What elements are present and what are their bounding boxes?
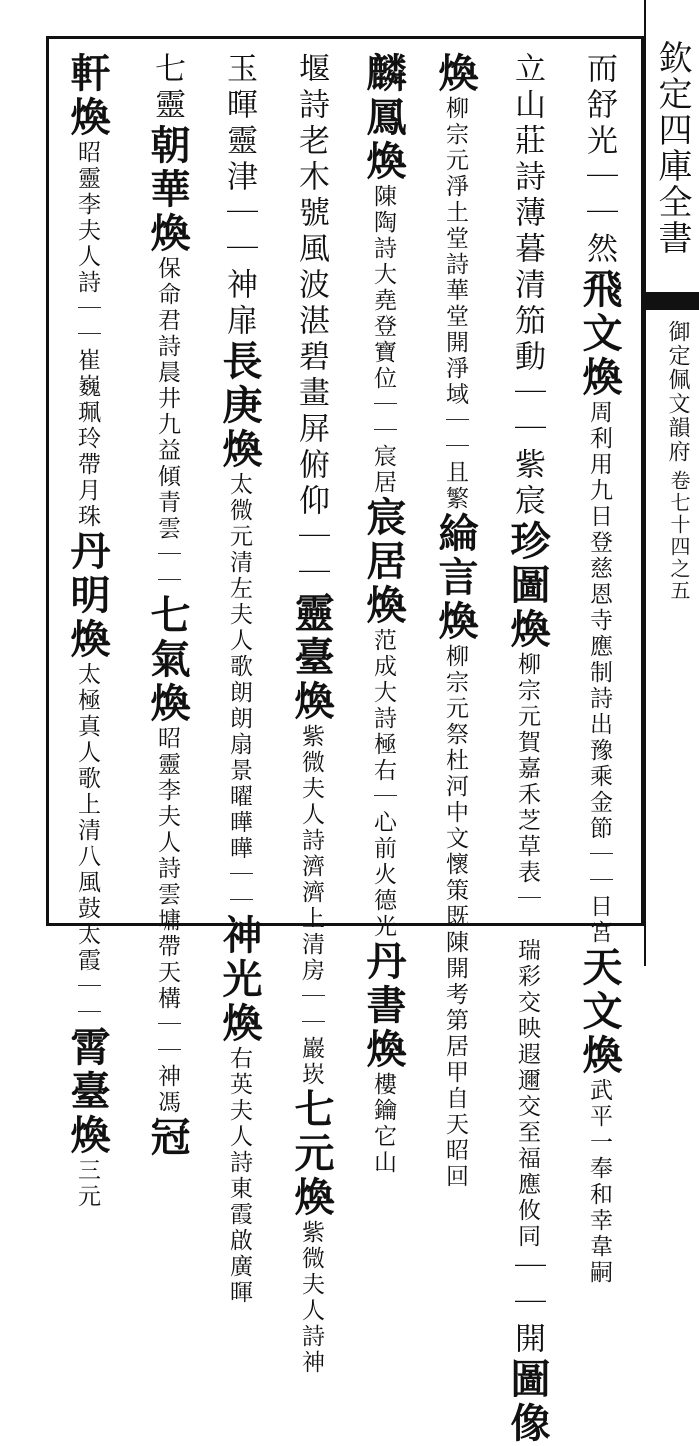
entry-text: 陳陶詩大堯登寶位｜｜宸居 [370, 184, 396, 496]
entry-text: 保命君詩晨井九益傾青雲｜｜ [154, 256, 180, 594]
entry-text: 紫微夫人詩濟濟上清房｜｜巖崁 [298, 724, 324, 1088]
text-column-5 [286, 52, 336, 1376]
entry-headword: 軒煥 [64, 52, 111, 140]
entry-headword: 飛文煥 [576, 268, 623, 400]
entry-headword: 宸居煥 [360, 496, 407, 628]
text-column-8 [62, 52, 112, 1210]
text-column-2 [502, 52, 552, 1446]
entry-text: 柳宗元賀嘉禾芝草表｜｜瑞彩交映遐邇交至福應攸同 [514, 652, 540, 1250]
text-column-7 [142, 52, 192, 1160]
entry-headword: 丹書煥 [360, 940, 407, 1072]
collection-title: 欽定四庫全書 [652, 40, 692, 256]
entry-headword: 天文煥 [576, 946, 623, 1078]
entry-text: 右英夫人詩東霞啟廣暉 [226, 1046, 252, 1306]
entry-text: 柳宗元祭杜河中文懷策既陳開考第居甲自天昭回 [442, 644, 468, 1190]
entry-headword: 朝華煥 [144, 124, 191, 256]
text-column-1 [574, 52, 624, 1286]
book-title: 御定佩文韻府 [665, 320, 690, 464]
entry-text: 立山莊詩薄暮清笳動｜｜紫宸 [509, 52, 545, 520]
entry-headword: 煥 [432, 52, 479, 96]
text-column-3 [430, 52, 480, 1190]
entry-text: 樓鑰它山 [370, 1072, 396, 1176]
entry-headword: 麟鳳煥 [360, 52, 407, 184]
entry-headword: 神光煥 [216, 914, 263, 1046]
entry-text: ｜｜然 [581, 160, 617, 268]
entry-text: 太微元清左夫人歌朗朗扇景曜曄曄｜｜ [226, 472, 252, 914]
text-column-6 [214, 52, 264, 1306]
entry-text: 三元 [74, 1158, 100, 1210]
entry-text: 七靈 [149, 52, 185, 124]
entry-text: 紫微夫人詩神 [298, 1220, 324, 1376]
entry-text: 玉暉靈津｜｜神扉 [221, 52, 257, 340]
entry-headword: 冠 [144, 1116, 191, 1160]
entry-text: 太極真人歌上清八風鼓太霞｜｜ [74, 662, 100, 1026]
entry-text: 昭靈李夫人詩｜｜崔巍珮玲帶月珠 [74, 140, 100, 530]
entry-headword: 長庚煥 [216, 340, 263, 472]
entry-text: 周利用九日登慈恩寺應制詩出豫乘金節｜｜日宮 [586, 400, 612, 946]
entry-headword: 靈臺煥 [288, 592, 335, 724]
entry-headword: 七元煥 [288, 1088, 335, 1220]
entry-text: 而舒光 [581, 52, 617, 160]
volume-label: 卷七十四之五 [667, 470, 691, 602]
entry-text: 堰詩老木號風波湛碧畫屏俯仰｜｜ [293, 52, 329, 592]
fish-tail-mark [644, 292, 699, 310]
text-column-4 [358, 52, 408, 1176]
entry-text: 柳宗元淨土堂詩華堂開淨域｜｜且繁 [442, 96, 468, 512]
entry-text: ｜｜開 [509, 1250, 545, 1358]
entry-headword: 霄臺煥 [64, 1026, 111, 1158]
entry-headword: 圖像 [504, 1358, 551, 1446]
entry-headword: 珍圖煥 [504, 520, 551, 652]
entry-text: 武平一奉和幸韋嗣 [586, 1078, 612, 1286]
page-frame [46, 36, 644, 926]
entry-headword: 七氣煥 [144, 594, 191, 726]
entry-text: 范成大詩極右｜心前火德光 [370, 628, 396, 940]
entry-headword: 綸言煥 [432, 512, 479, 644]
entry-headword: 丹明煥 [64, 530, 111, 662]
entry-text: 昭靈李夫人詩雲墉帶天構｜｜神馮 [154, 726, 180, 1116]
